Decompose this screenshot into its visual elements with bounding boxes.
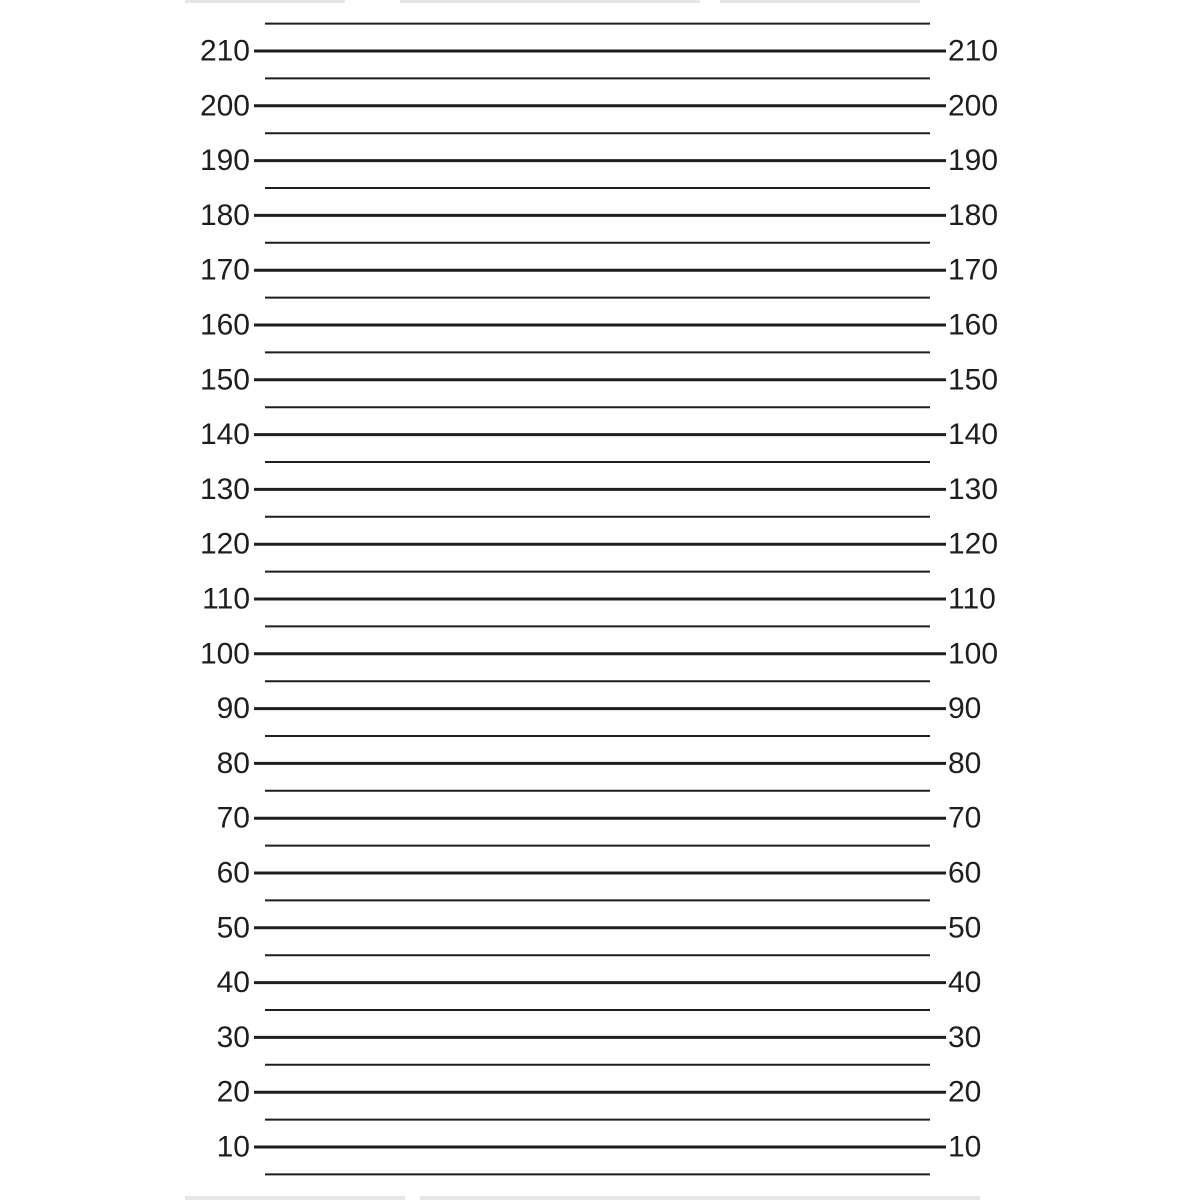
right-label-20: 20 bbox=[948, 1075, 982, 1109]
right-label-110: 110 bbox=[948, 582, 996, 616]
right-label-130: 130 bbox=[948, 472, 999, 506]
right-label-90: 90 bbox=[948, 692, 982, 726]
right-label-210: 210 bbox=[948, 34, 999, 68]
right-label-100: 100 bbox=[948, 637, 999, 671]
left-label-70: 70 bbox=[216, 801, 250, 835]
left-label-190: 190 bbox=[199, 144, 250, 178]
left-label-60: 60 bbox=[216, 856, 250, 890]
left-label-120: 120 bbox=[199, 527, 250, 561]
left-label-50: 50 bbox=[216, 911, 250, 945]
right-label-140: 140 bbox=[948, 418, 999, 452]
left-label-170: 170 bbox=[199, 253, 250, 287]
right-label-150: 150 bbox=[948, 363, 999, 397]
left-label-160: 160 bbox=[199, 308, 250, 342]
left-label-200: 200 bbox=[199, 89, 250, 123]
left-label-150: 150 bbox=[199, 363, 250, 397]
right-label-70: 70 bbox=[948, 801, 982, 835]
left-scale-labels bbox=[200, 35, 250, 1164]
right-label-160: 160 bbox=[948, 308, 999, 342]
left-label-90: 90 bbox=[216, 692, 250, 726]
left-label-210: 210 bbox=[199, 34, 250, 68]
left-label-20: 20 bbox=[216, 1075, 250, 1109]
left-label-110: 110 bbox=[202, 582, 250, 616]
left-label-30: 30 bbox=[216, 1020, 250, 1054]
left-label-80: 80 bbox=[216, 746, 250, 780]
right-label-80: 80 bbox=[948, 746, 982, 780]
left-label-40: 40 bbox=[216, 966, 250, 1000]
right-label-10: 10 bbox=[948, 1130, 982, 1164]
right-label-190: 190 bbox=[948, 144, 999, 178]
left-label-140: 140 bbox=[199, 418, 250, 452]
major-lines bbox=[254, 51, 946, 1147]
left-label-10: 10 bbox=[216, 1130, 250, 1164]
left-label-130: 130 bbox=[199, 472, 250, 506]
right-label-200: 200 bbox=[948, 89, 999, 123]
left-label-100: 100 bbox=[199, 637, 250, 671]
right-label-170: 170 bbox=[948, 253, 999, 287]
right-label-40: 40 bbox=[948, 966, 982, 1000]
right-label-60: 60 bbox=[948, 856, 982, 890]
right-label-180: 180 bbox=[948, 198, 999, 232]
right-label-120: 120 bbox=[948, 527, 999, 561]
right-scale-labels bbox=[948, 35, 998, 1164]
right-label-30: 30 bbox=[948, 1020, 982, 1054]
left-label-180: 180 bbox=[199, 198, 250, 232]
right-label-50: 50 bbox=[948, 911, 982, 945]
